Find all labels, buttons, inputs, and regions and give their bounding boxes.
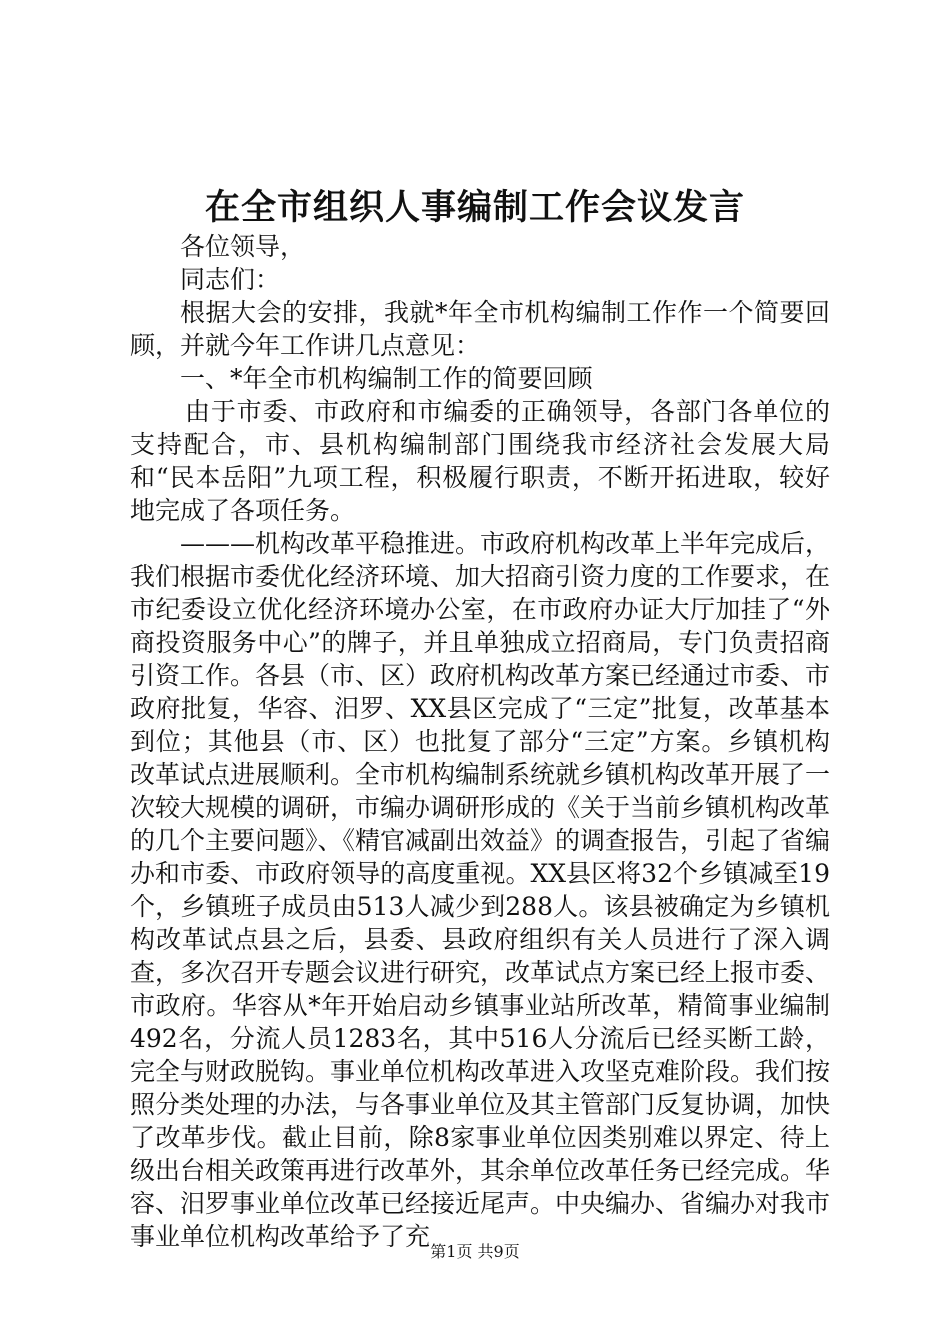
document-title: 在全市组织人事编制工作会议发言 xyxy=(204,187,745,228)
body-paragraph: 由于市委、市政府和市编委的正确领导，各部门各单位的支持配合，市、县机构编制部门围绕我市经济社会发展大局和“民本岳阳”九项工程，积极履行职责，不断开拓进取，较好地完成了各项任务。 xyxy=(130,397,830,525)
page-number-footer: 第1页 共9页 xyxy=(430,1242,520,1261)
salutation-leaders: 各位领导， xyxy=(180,232,306,261)
intro-paragraph: 根据大会的安排，我就*年全市机构编制工作作一个简要回顾，并就今年工作讲几点意见： xyxy=(130,298,830,360)
document-body xyxy=(130,230,830,1253)
salutation-comrades: 同志们： xyxy=(180,265,281,294)
section-heading: 一、*年全市机构编制工作的简要回顾 xyxy=(180,364,593,393)
body-paragraph: ———机构改革平稳推进。市政府机构改革上半年完成后，我们根据市委优化经济环境、加大招商引资力度的工作要求，在市纪委设立优化经济环境办公室，在市政府办证大厅加挂了“外商投资服务中心”的牌子，并且单独成立招商局，专门负责招商引资工作。各县（市、区）政府机构改革方案已经通过市委、市政府批复，华容、汨罗、XX县区完成了“三定”批复，改革基本到位；其他县（市、区）也批复了部分“三定”方案。乡镇机构改革试点进展顺利。全市机构编制系统就乡镇机构改革开展了一次较大规模的调研，市编办调研形成的《关于当前乡镇机构改革的几个主要问题》、《精官减副出效益》的调查报告，引起了省编办和市委、市政府领导的高度重视。XX县区将32个乡镇减至19个，乡镇班子成员由513人减少到288人。该县被确定为乡镇机构改革试点县之后，县委、县政府组织有关人员进行了深入调查，多次召开专题会议进行研究，改革试点方案已经上报市委、市政府。华容从*年开始启动乡镇事业站所改革，精简事业编制492名，分流人员1283名，其中516人分流后已经买断工龄，完全与财政脱钩。事业单位机构改革进入攻坚克难阶段。我们按照分类处理的办法，与各事业单位及其主管部门反复协调，加快了改革步伐。截止目前，除8家事业单位因类别难以界定、待上级出台相关政策再进行改革外，其余单位改革任务已经完成。华容、汨罗事业单位改革已经接近尾声。中央编办、省编办对我市事业单位机构改革给予了充 xyxy=(130,529,831,1251)
